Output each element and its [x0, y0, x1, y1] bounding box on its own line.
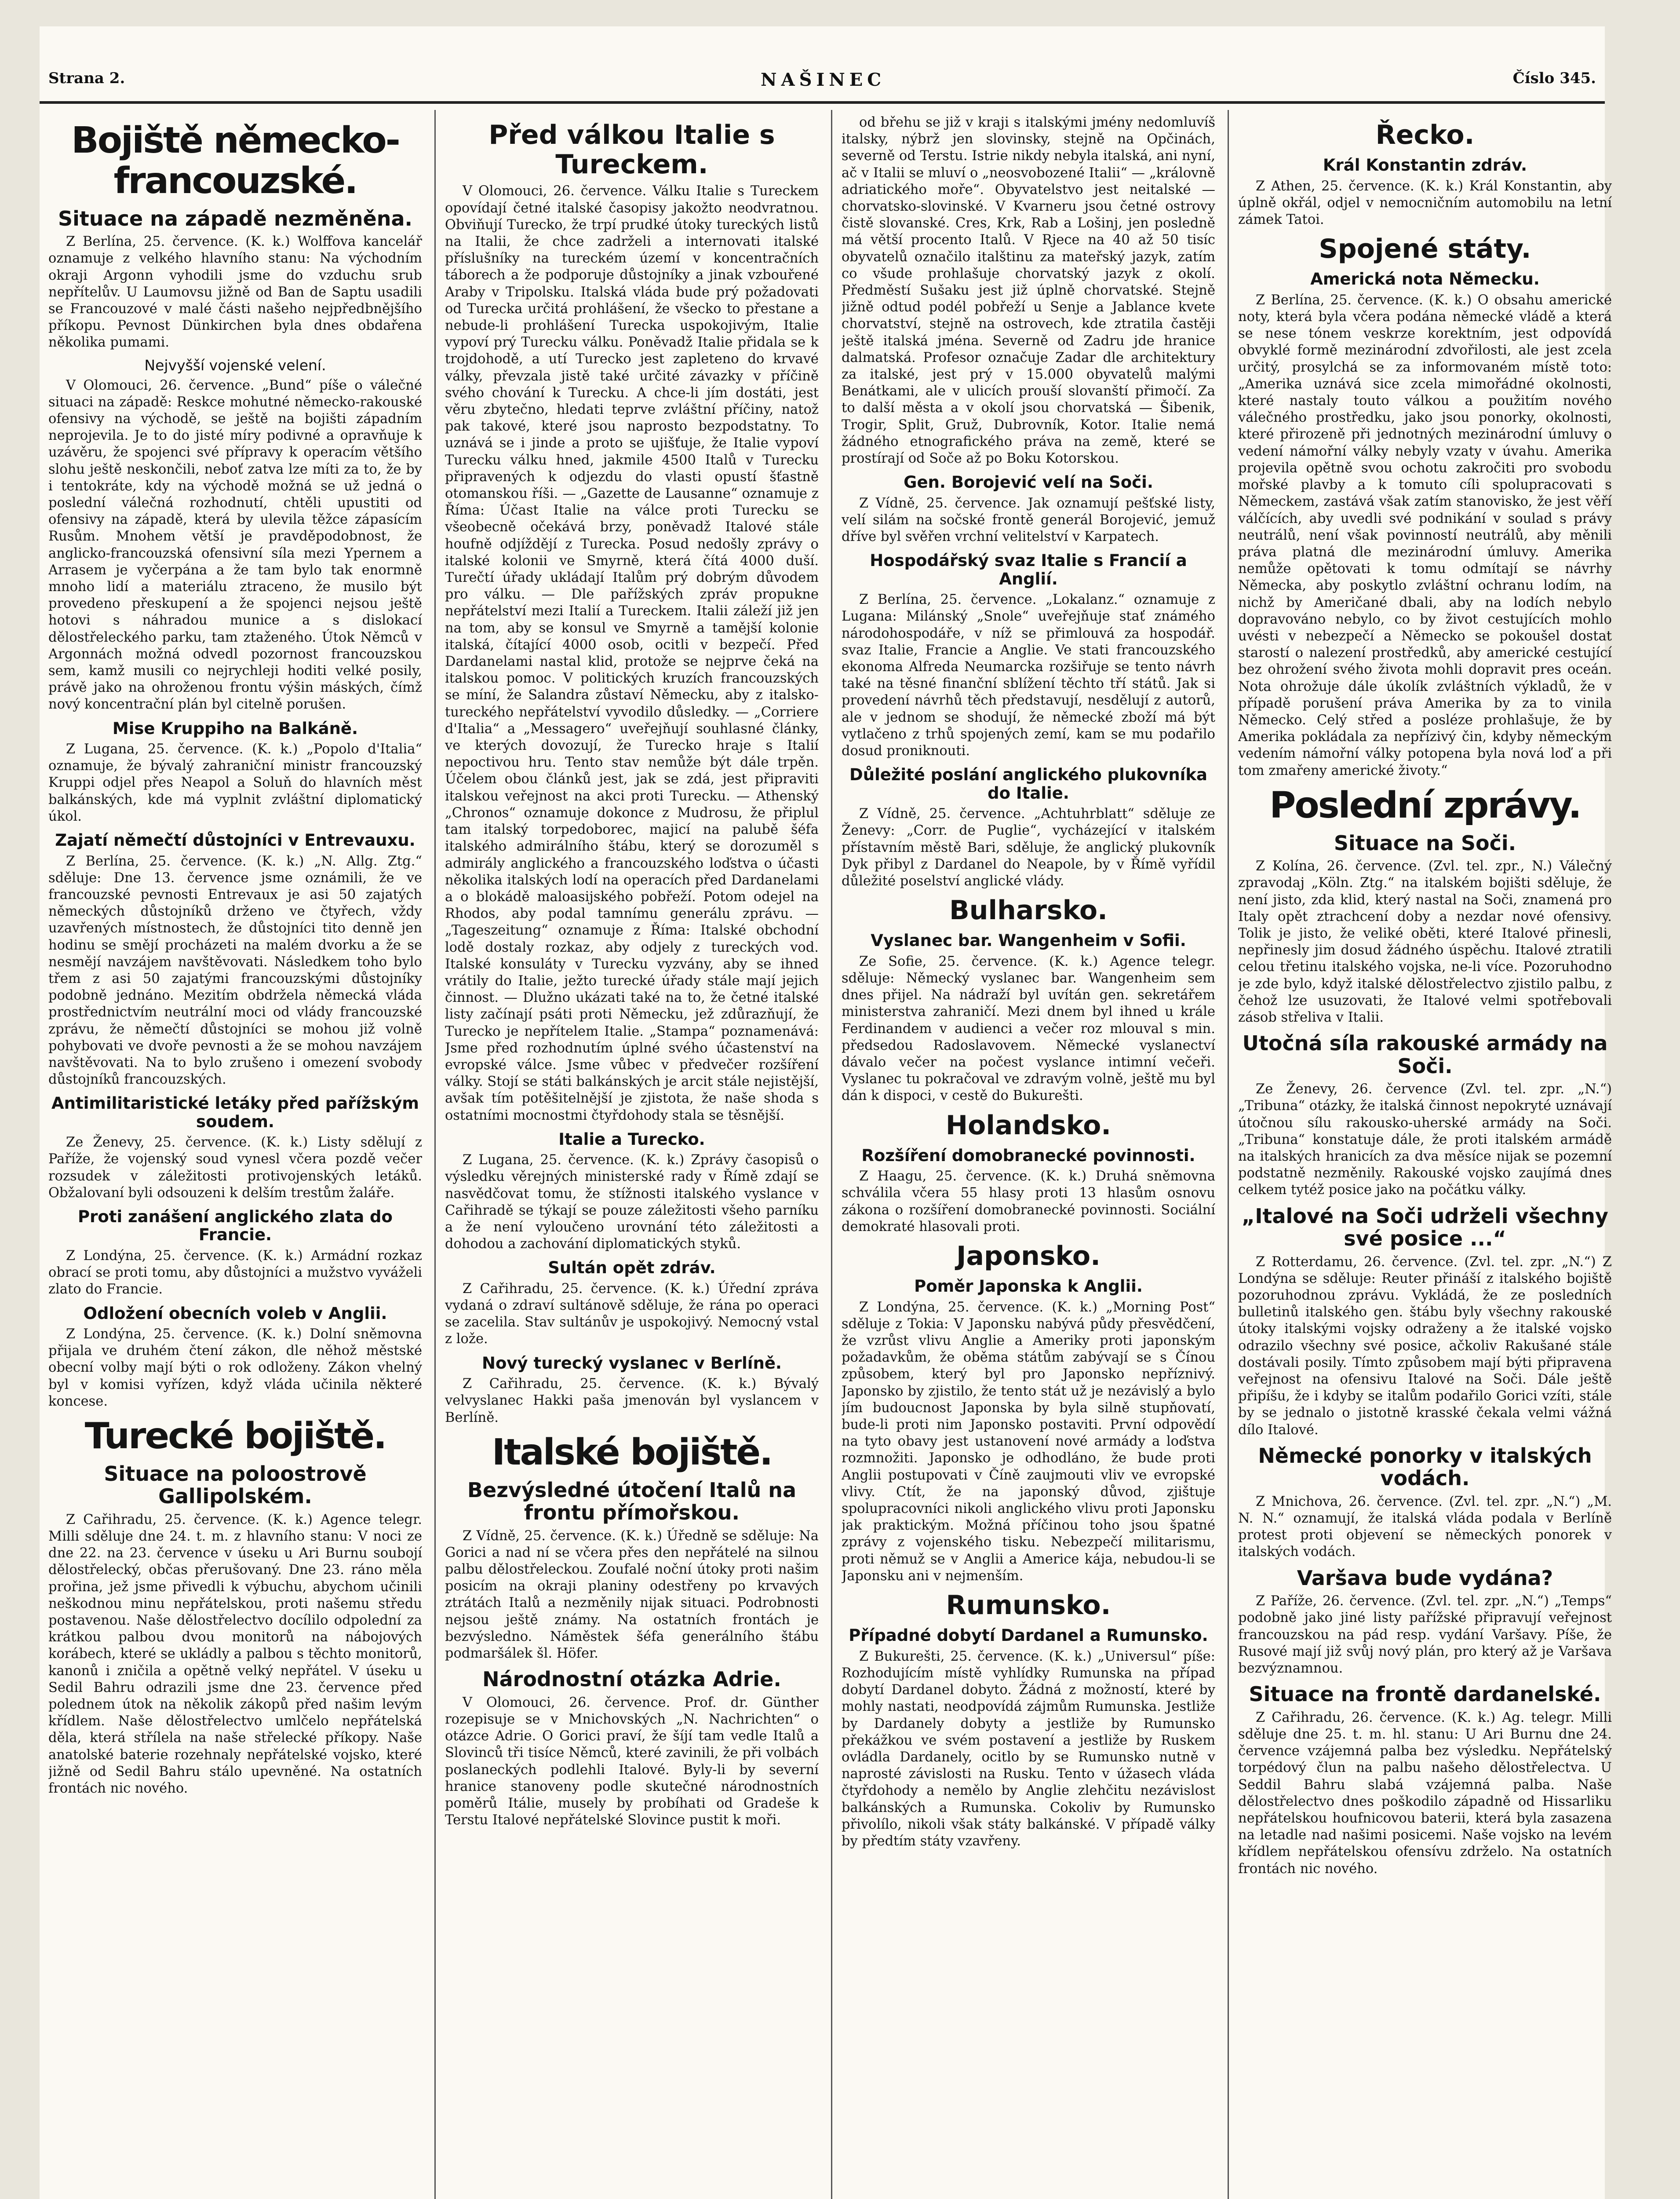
article-text: Z Rotterdamu, 26. července. (Zvl. tel. zpr. „N.“) Z Londýna se sděluje: Reuter přináší z italského bojiště pozoruhodnou zprávu. Vykládá, že ze posledních bulletinů italského gen. štábu byly všechny rakouské útoky italskými vojsky odraženy a že italské vojsko odrazilo všechny své posice, ačkoliv Rakušané stále dostávali posily. Tímto způsobem mají býti připravena veřejnost na ofensivu Italové na Soči. Dále ještě připíšu, že i kdyby se italům podařilo Gorici vzíti, stále by se jednalo o jistotně krasské čekala velmi vážná dílo Italové.: [1238, 1254, 1612, 1438]
article-text: Z Cařihradu, 25. července. (K. k.) Bývalý velvyslanec Hakki paša jmenován byl vyslancem v Berlíně.: [445, 1376, 819, 1425]
article-text: Z Paříže, 26. července. (Zvl. tel. zpr. „N.“) „Temps“ podobně jako jiné listy pařížské připravují veřejnost francouzskou na pád resp. vydání Varšavy. Píše, že Rusové mají již svůj nový plán, pro který až je Varšava bezvýznamnou.: [1238, 1593, 1612, 1677]
article-text: Ze Ženevy, 26. července (Zvl. tel. zpr. „N.“) „Tribuna“ otázky, že italská činnost nepokryté uznávají útočnou sílu rakousko-uherské armády na Soči. „Tribuna“ konstatuje dále, že proti italském armádě na italských hranicích za dva měsíce nijak se pozemní podstatně nezměnily. Rakouské vojsko zaujímá dnes celkem tytéž posice jako na počátku války.: [1238, 1081, 1612, 1198]
masthead: NAŠINEC: [761, 69, 886, 90]
article-text: Z Vídně, 25. července. Jak oznamují pešťské listy, velí silám na sočské frontě generál Borojević, jemuž dříve byl svěřen vrchní velitelství v Karpatech.: [842, 495, 1215, 545]
article-text: Z Cařihradu, 25. července. (K. k.) Úřední zpráva vydaná o zdraví sultánově sděluje, že rána po operaci se zacelila. Stav sultánův je uspokojivý. Nemocný vstal z lože.: [445, 1281, 819, 1347]
article-text: Z Vídně, 25. července. (K. k.) Úředně se sděluje: Na Gorici a nad ní se včera přes den nepřátelé na silnou palbu dělostřeleckou. Zoufalé noční útoky proti našim posicím na okraji planiny odestřeny po krvavých ztrátách Italů a nezměnily nijak situaci. Podrobnosti nejsou ještě známy. Na ostatních frontách je bezvýsledno. Náměstek šéfa generálního štábu podmaršálek šl. Höfer.: [445, 1528, 819, 1661]
article-headline: Americká nota Německu.: [1310, 270, 1540, 289]
article-headline: Poměr Japonska k Anglii.: [914, 1277, 1143, 1296]
article-text: Z Bukurešti, 25. července. (K. k.) „Universul“ píše: Rozhodujícím místě vyhlídky Rumunska na případ dobytí Dardanel dobyto. Žádná z možností, které by mohly nastati, neodpovídá zájmům Rumunska. Jestliže by Dardanely dobyty a jestliže by Rumunsko překážkou ve svém postavení a jestliže by Ruskem ovládla Dardanely, ocitlo by se Rumunsko nutně v naprosté závislosti na Rusku. Tento v úžasech vláda čtyřdohody a nemělo by Anglie zlehčitu nezávislost balkánských a Rumunska. Cokoliv by Rumunsko přivolílo, nikoli však státy balkánské. V případě války by předtím státy vzavřeny.: [842, 1648, 1215, 1849]
article-headline: Spojené státy.: [1319, 234, 1531, 265]
article-headline: Varšava bude vydána?: [1297, 1566, 1553, 1590]
column-2: [445, 114, 819, 2199]
article-headline: Proti zanášení anglického zlata do Francie.: [78, 1207, 393, 1245]
column-divider: [434, 110, 436, 2199]
article-text: Z Lugana, 25. července. (K. k.) „Popolo d'Italia“ oznamuje, že bývalý zahraniční ministr francouzský Kruppi odjel přes Neapol a Soluň do hlavních měst balkánských, kde má vyplnit zvláštní diplomatický úkol.: [48, 742, 422, 824]
article-text: V Olomouci, 26. července. Prof. dr. Günther rozepisuje se v Mnichovských „N. Nachrichten“ o otázce Adrie. O Gorici praví, že šíjí tam vedle Italů a Slovinců tři tisíce Němců, které zavinili, že při volbách poslaneckých podlehli Italové. Byly-li by severní hranice stanoveny podle skutečné národnostních poměrů Itálie, musely by probíhati od Gradeše k Terstu Italové nepřátelské Slovince pustit k moři.: [445, 1695, 819, 1828]
article-headline: Řecko.: [1375, 120, 1475, 150]
article-text: Z Mnichova, 26. července. (Zvl. tel. zpr. „N.“) „M. N. N.“ oznamují, že italská vláda podala v Berlíně protest proti objevení se německých ponorek v italských vodách.: [1238, 1494, 1612, 1560]
article-text: Ze Sofie, 25. července. (K. k.) Agence telegr. sděluje: Německý vyslanec bar. Wangenheim sem dnes přijel. Na nádraží byl uvítán gen. sekretářem ministerstva zahraničí. Mezi dnem byl ihned u krále Ferdinandem v audienci a večer roz mlouval s min. předsedou Radoslavovem. Německé vyslanectví dávalo večer na počest vyslance intimní večeři. Vyslanec tu pokračoval ve zdravým volně, ještě mu byl dán k dispoci, v cestě do Bukurešti.: [842, 953, 1215, 1104]
article-headline: Odložení obecních voleb v Anglii.: [83, 1304, 387, 1323]
article-headline: Rumunsko.: [946, 1590, 1111, 1621]
article-text: Z Londýna, 25. července. (K. k.) Dolní sněmovna přijala ve druhém čtení zákon, dle něhož městské obecní volby mají býti o rok odloženy. Zákon vhelný byl v komisi vyřízen, když vláda učinila některé koncese.: [48, 1326, 422, 1409]
article-headline: Král Konstantin zdráv.: [1323, 156, 1527, 175]
article-headline: Italie a Turecko.: [558, 1129, 705, 1149]
article-text: V Olomouci, 26. července. Válku Italie s Tureckem opovídají četné italské časopisy jakožto neodvratnou. Obviňují Turecko, že trpí prudké útoky tureckých listů na Italii, že chce zadrželi a internovati italské příslušníky na tureckém území v koncentračních táborech a že podporuje důstojníky a jinak vzbouřené Araby v Tripolsku. Italská vláda bude prý požadovati od Turecka určitá prohlášení, že všecko to přestane a nebude-li prohlášení Turecka uspokojivým, Italie vypoví prý Turecku válku. Poněvadž Italie přidala se k trojdohodě, a utí Turecko jest zapleteno do krvavé války, převzala jistě také určité závazky v příčině svého chování k Turecku. A chce-li jím dostáti, jest věru zbytečno, hledati teprve zvláštní příčiny, natož pak takové, které jsou naprosto bezpodstatny. To uznává se i jinde a proto se ujišťuje, že Italie vypoví Turecku válku hned, jakmile 4500 Italů v Turecku připravených k odjezdu do vlasti opustí šťastně otomanskou říši. — „Gazette de Lausanne“ oznamuje z Říma: Účast Italie na válce proti Turecku se všeobecně očekává brzy, poněvadž Italové stále houfně odjíždějí z Turecka. Posud nedošly zprávy o italské kolonii ve Smyrně, která čítá 4000 duší. Turečtí úřady ukládají Italům prý dobrým důvodem pro válku. — Dle pařížských zpráv propukne nepřátelství mezi Italií a Tureckem. Italii záleží již jen na tom, aby se konsul ve Smyrně a tamější kolonie italská, čítající 4000 osob, ocitli v bezpečí. Před Dardanelami nastal klid, protože se nejprve čeká na italskou pomoc. V politických kruzích francouzských se míní, že Salandra zůstaví Německu, aby z italsko-tureckého nepřátelství vyvodilo důsledky. — „Corriere d'Italia“ a „Messagero“ uveřejňují souhlasné články, ve kterých dovozují, že Turecko hraje s Italií nepoctivou hru. Tento stav nemůže být dále trpěn. Účelem obou článků jest, jak se zdá, jest připraviti italskou veřejnost na akci proti Turecku. — Athenský „Chronos“ oznamuje dokonce z Mudrosu, že připlul tam italský torpedoborec, majicí na palubě šéfa italského admirálního štábu, který se dorozuměl s admirály anglického a francouzského loďstva o účasti několika italských lodí na operacích před Dardanelami a o blokádě maloasijského pobřeží. Potom odejel na Rhodos, aby podal tamnímu generálu zprávu. — „Tageszeitung“ oznamuje z Říma: Italské obchodní lodě dostaly rozkaz, aby odjely z tureckých vod. Italské konsuláty v Turecku vyzvány, aby se ihned vrátily do Italie, ježto turecké úřady stále mají jejich činnost. — Dlužno ukázati také na to, že četné italské listy začínají psáti proti Německu, jež zdůrazňují, že Turecko je nepřítelem Italie. „Stampa“ poznamenává: Jsme před rozhodnutím úplné svého účastenství na evropské válce. Jsme vůbec v předvečer rozšíření války. Stojí se státi balkánských je arcit stále nejistější, avšak tím potěšitelnější je zjistota, že naše shoda s ostatními mocnostmi čtyřdohody stala se těsnější.: [445, 183, 819, 1123]
article-text: Z Cařihradu, 25. července. (K. k.) Agence telegr. Milli sděluje dne 24. t. m. z hlavního stanu: V noci ze dne 22. na 23. července v úseku u Ari Burnu soubojí dělostřelecký, občas přerušovaný. Dne 23. ráno měla prořina, jež jsme přivedli k výbuchu, abychom učinili neškodnou minu nepřátelskou, proti našemu středu postavenou. Naše dělostřelectvo docílilo odpolední za krátkou palbou dvou monitorů na nábojových korábech, které se ukládly a palbou s těchto monitorů, kanonů i zničila a opětně velký nepřátel. V úseku u Sedil Bahru odrazili jsme dne 23. července před polednem útok na několik zákopů před našim levým křídlem. Naše dělostřelectvo umlčelo nepřátelská děla, která střílela na naše střelecké příkopy. Naše anatolské baterie rozehnaly nepřátelské vojsko, které jižně od Sedil Bahru stálo upevněné. Na ostatních frontách nic nového.: [48, 1512, 422, 1797]
article-headline: Důležité poslání anglického plukovníka do Italie.: [849, 765, 1207, 803]
column-4: [1238, 114, 1612, 2199]
article-text: V Olomouci, 26. července. „Bund“ píše o válečné situaci na západě: Reskce mohutné německo-rakouské ofensivy na východě, se ještě na bojišti západním neprojevila. Je to do jisté míry podivné a opravňuje k uzávěru, že spojenci své přípravy k operacím většího slohu ještě neskončili, neboť zatva lze míti za to, že by i tentokráte, kdy na východě možná se už jedná o poslední válečná rozhodnutí, chtěli upustiti od ofensivy na západě, která by ulevila těžce zápasícím Rusům. Mnohem větší je pravděpodobnost, že anglicko-francouzská ofensivní síla mezi Ypernem a Arrasem je vyčerpána a že tam bylo tak enormně mnoho lidí a materiálu ztraceno, že musilo být provedeno přeskupení a že spojenci nejsou ještě hotovi s náhradou munice a s dislokací dělostřeleckého parku, tam ztaženého. Útok Němců v Argonnách možná odvedl pozornost francouzskou sem, kamž musili co nejrychleji hoditi velké posily, právě jako na ohroženou frontu výšin máských, čímž nový koncentrační plán byl citelně porušen.: [48, 377, 422, 712]
article-headline: Situace na západě nezměněna.: [58, 206, 412, 230]
article-headline: Mise Kruppiho na Balkáně.: [112, 719, 358, 738]
column-divider: [831, 110, 832, 2199]
article-headline: Situace na poloostrově Gallipolském.: [104, 1461, 367, 1509]
article-headline: Vyslanec bar. Wangenheim v Sofii.: [871, 931, 1186, 950]
issue-number: Číslo 345.: [1512, 69, 1596, 87]
article-headline: Národnostní otázka Adrie.: [482, 1667, 781, 1691]
article-text: Z Athen, 25. července. (K. k.) Král Konstantin, aby úplně okřál, odjel v nemocničním automobilu na letní zámek Tatoi.: [1238, 178, 1612, 228]
article-text: Z Berlína, 25. července. „Lokalanz.“ oznamuje z Lugana: Milánský „Snole“ uveřejňuje stať známého národohospodáře, v níž se přimlouvá za hospodář. svaz Italie, Francie a Anglie. Ve stati francouzského ekonoma Alfreda Neumarcka rozšiřuje se tento návrh také na těsné finanční sblížení těchto tří států. Jak si provedení návrhů těch představují, nesdělují z autorů, ale v jednom se shodují, že německé zboží má být vytlačeno z trhů spojených zemí, kam se mu podařilo dosud proniknouti.: [842, 592, 1215, 759]
article-headline: Bulharsko.: [949, 895, 1108, 926]
article-text: Z Berlína, 25. července. (K. k.) Wolffova kancelář oznamuje z velkého hlavního stanu: Na východním okraji Argonn vyhodili jsme do vzduchu srub nepřítelův. U Laumovsu jižně od Ban de Saptu usadili se Francouzové v malé části našeho nejpředbnějšího příkopu. Pevnost Dünkirchen byla dnes obdařena několika pumami.: [48, 234, 422, 351]
column-divider: [1228, 110, 1229, 2199]
page-header: [40, 66, 1605, 104]
article-headline: Sultán opět zdráv.: [548, 1258, 716, 1278]
article-text: Z Berlína, 25. července. (K. k.) „N. Allg. Ztg.“ sděluje: Dne 13. července jsme oznámili, že ve francouzské pevnosti Entrevaux je asi 50 zajatých německých důstojníků drženo ve čtyřech, vždy uzavřených místnostech, že důstojníci tito denně jen hodinu se smějí procházeti na malém dvorku a že se nesmějí navzájem navštěvovati. Následkem toho bylo třem z asi 50 zajatými francouzskými důstojníky podobně jednáno. Mezitím obdržela německá vláda prostřednictvím neutrální moci od vlády francouzské zprávu, že němečtí důstojníci se mohou již volně pohybovati ve dvoře pevnosti a že se mohou navzájem navštěvovati. Na to bylo zrušeno i omezení svobody důstojníků francouzských.: [48, 853, 422, 1088]
article-text: Z Vídně, 25. července. „Achtuhrblatt“ sděluje ze Ženevy: „Corr. de Puglie“, vycházející v italském přístavním městě Bari, sděluje, že anglický plukovník Dyk přibyl z Dardanel do Neapole, by v Římě vyřídil důležité poselství anglické vlády.: [842, 806, 1215, 889]
article-headline: Bojiště německo-francouzské.: [71, 120, 399, 202]
article-headline: Holandsko.: [945, 1110, 1111, 1141]
article-headline: Zajatí němečtí důstojníci v Entrevauxu.: [55, 831, 415, 850]
article-text: Z Lugana, 25. července. (K. k.) Zprávy časopisů o výsledku věrejných ministerské rady v Římě zdají se nasvědčovat tomu, že stížnosti italského vyslance v Cařihradě se týkají se pouze záležitosti všeho parníku a že není vyloučeno urovnání této záležitosti a dohodou a zachování diplomatických styků.: [445, 1152, 819, 1252]
article-headline: Situace na frontě dardanelské.: [1249, 1682, 1601, 1706]
article-headline: Hospodářský svaz Italie s Francií a Anglií.: [870, 551, 1187, 588]
article-text: Z Berlína, 25. července. (K. k.) O obsahu americké noty, která byla včera podána německé vládě a která se nese tónem veskrze korektním, jest odpovídá obvyklé formě mezinárodní zdvořilosti, ale jest zcela určitý, prosylchá se za informovaném místě toto: „Amerika uznává sice zcela mimořádné okolnosti, které nastaly touto válkou a použitím nového válečného prostředku, jako jsou ponorky, okolnosti, které přirozeně při jednotných mezinárodní úmluvy o vedení námořní války nebyly vzaty v úvahu. Amerika projevila opětně svou ochotu zakročiti pro svobodu mořské plavby a k tomuto cíli spolupracovati s Německem, zastává však zatím stanovisko, že jest věří válčících, aby uvedli své podnikání v soulad s právy neutrálů, není však povinností neutrálů, aby měnili práva platná dle mezinárodní úmluvy. Amerika nemůže opětovati k tomu odmítají se návrhy Německa, aby poskytlo zvláštní ochranu lodím, na nichž by Američané dbali, aby na lodích nebylo dopravováno nebylo, co by život cestujících mohlo uvésti v nebezpečí a Německo se pokoušel dostat starostí o nalezení prostředků, aby americké cestující bez ohrožení svého života mohli dopravit pres oceán. Nota ohrožuje dále úkolík zvláštních výkladů, že v případě porušení práva Amerika by za to vinila Německo. Celý střed a posléze prohlašuje, že by Amerika pokládala za nepřízivý čin, kdyby německým vedením námořní války potopena byla nová loď a při tom zmařeny americké životy.“: [1238, 292, 1612, 778]
article-text: Ze Ženevy, 25. července. (K. k.) Listy sdělují z Paříže, že vojenský soud vynesl včera pozdě večer rozsudek v záležitosti protivojenských letáků. Obžalovaní byli odsouzeni k delším trestům žaláře.: [48, 1135, 422, 1201]
article-headline: Před válkou Italie s Tureckem.: [488, 120, 775, 180]
article-headline: Utočná síla rakouské armády na Soči.: [1242, 1031, 1608, 1078]
article-headline: Gen. Borojević velí na Soči.: [904, 473, 1153, 492]
article-headline: Německé ponorky v italských vodách.: [1258, 1443, 1592, 1490]
article-headline: Případné dobytí Dardanel a Rumunsko.: [849, 1626, 1208, 1645]
article-text: Z Kolína, 26. července. (Zvl. tel. zpr., N.) Válečný zpravodaj „Köln. Ztg.“ na italském bojišti sděluje, že není jisto, zda klid, který nastal na Soči, znamená pro Italy opět ztrachcení doby a nezdar nové ofensivy. Tolik je jisto, že veliké oběti, které Italové přinesli, nepřinesly jim dosud žádného úspěchu. Italové ztratili celou třetinu italského vojska, ne-li více. Pozoruhodno je zde bylo, když italské dělostřelectvo zjistilo palbu, z čehož lze usuzovati, že Italové velmi spotřebovali zásob střeliva v Italii.: [1238, 858, 1612, 1025]
article-headline: „Italové na Soči udrželi všechny své posice ...“: [1242, 1204, 1608, 1251]
article-text: od břehu se již v kraji s italskými jmény nedomluvíš italsky, nýbrž jen slovinsky, stejně na Opčinách, severně od Terstu. Istrie nikdy nebyla italská, ani nyní, ač v Italii se mluví o „neosvobozené Italii“ — „královně adriatického moře“. Obyvatelstvo jest neitalské — chorvatsko-slovinské. V Kvarneru jsou četné ostrovy čistě slovanské. Cres, Krk, Rab a Lošinj, jen posledně má větší procento Italů. V Rjece na 40 až 50 tisíc obyvatelů označilo italštinu za mateřský jazyk, zatím co všude prohlašuje chorvatský jazyk z okolí. Předměstí Sušaku jest již úplně chorvatské. Stejně jižně odtud podél pobřeží u Senje a Jablance kvete chorvatství, stejně na ostrovech, kde ztratila častěji ještě italská jména. Severně od Zadru jde hranice dalmatská. Profesor označuje Zadar dle architektury za italské, jest prý v 15.000 obyvatelů malými Benátkami, ale v ulicích prouší slovanští přimočí. Za to další města a v okolí jsou chorvatská — Šibenik, Trogir, Split, Gruž, Dubrovník, Kotor. Italie nemá žádného etnografického práva na země, které se prostírají od Soče až po Boku Kotorskou.: [842, 115, 1215, 467]
article-headline: Japonsko.: [956, 1241, 1101, 1271]
article-text: Z Londýna, 25. července. (K. k.) „Morning Post“ sděluje z Tokia: V Japonsku nabývá půdy přesvědčení, že vzrůst vlivu Anglie a Ameriky proti japonským požadavkům, že oběma státům zabývají se s Čínou způsobem, který byl pro Japonsko nepříznivý. Japonsko by zjistilo, že tento stát už je nezávislý a bylo jím budoucnost Japonska by byla silně stupňovatí, bude-li proti nim Japonsko postaviti. První odpovědí na tyto obavy jest ustanovení nové armády a loďstva rozmnožiti. Japonsko je odhodláno, že bude proti Anglii postupovati v Číně zaujmouti vliv ve evropské vlivy. Ctít, že na japonský důvod, zjištuje spolupracovníci nikoli anglického vlivu proti Japonsku jak praktickým. Možná příčinou toho jsou špatné zprávy z vojenského tisku. Nebezpečí militarismu, proti němuž se v Anglii a Americe kája, nebudou-li se Japonsku ani v nejmenším.: [842, 1299, 1215, 1584]
article-headline: Turecké bojiště.: [84, 1415, 386, 1457]
article-headline: Poslední zprávy.: [1269, 784, 1581, 826]
article-text: Z Haagu, 25. července. (K. k.) Druhá sněmovna schválila včera 55 hlasy proti 13 hlasům osnovu zákona o rozšíření domobranecké povinnosti. Sociální demokraté hlasovali proti.: [842, 1169, 1215, 1235]
article-headline: Bezvýsledné útočení Italů na frontu přímořskou.: [467, 1478, 797, 1525]
article-headline: Antimilitaristické letáky před pařížským soudem.: [51, 1094, 419, 1131]
page-label: Strana 2.: [48, 69, 125, 87]
column-1: [48, 114, 422, 2199]
article-text: Z Londýna, 25. července. (K. k.) Armádní rozkaz obrací se proti tomu, aby důstojníci a mužstvo vyváželi zlato do Francie.: [48, 1248, 422, 1297]
article-text: Z Cařihradu, 26. července. (K. k.) Ag. telegr. Milli sděluje dne 25. t. m. hl. stanu: U Ari Burnu dne 24. července vzájemná palba bez výsledku. Nepřátelský torpédový člun na palbu našeho dělostřelectva. U Seddil Bahru slabá vzájemná palba. Naše dělostřelectvo dnes poškodilo západně od Hissarliku nepřátelskou houfnicovou baterii, která byla zasazena na letadle nad našimi posicemi. Naše vojsko na levém křídlem nepřátelskou ofensívu zdrželo. Na ostatních frontách nic nového.: [1238, 1710, 1612, 1877]
column-3: [842, 114, 1215, 2199]
article-headline: Italské bojiště.: [492, 1431, 772, 1473]
article-headline: Nejvyšší vojenské velení.: [144, 356, 326, 374]
article-headline: Rozšíření domobranecké povinnosti.: [861, 1146, 1195, 1165]
article-headline: Nový turecký vyslanec v Berlíně.: [482, 1353, 782, 1373]
article-headline: Situace na Soči.: [1334, 831, 1516, 855]
